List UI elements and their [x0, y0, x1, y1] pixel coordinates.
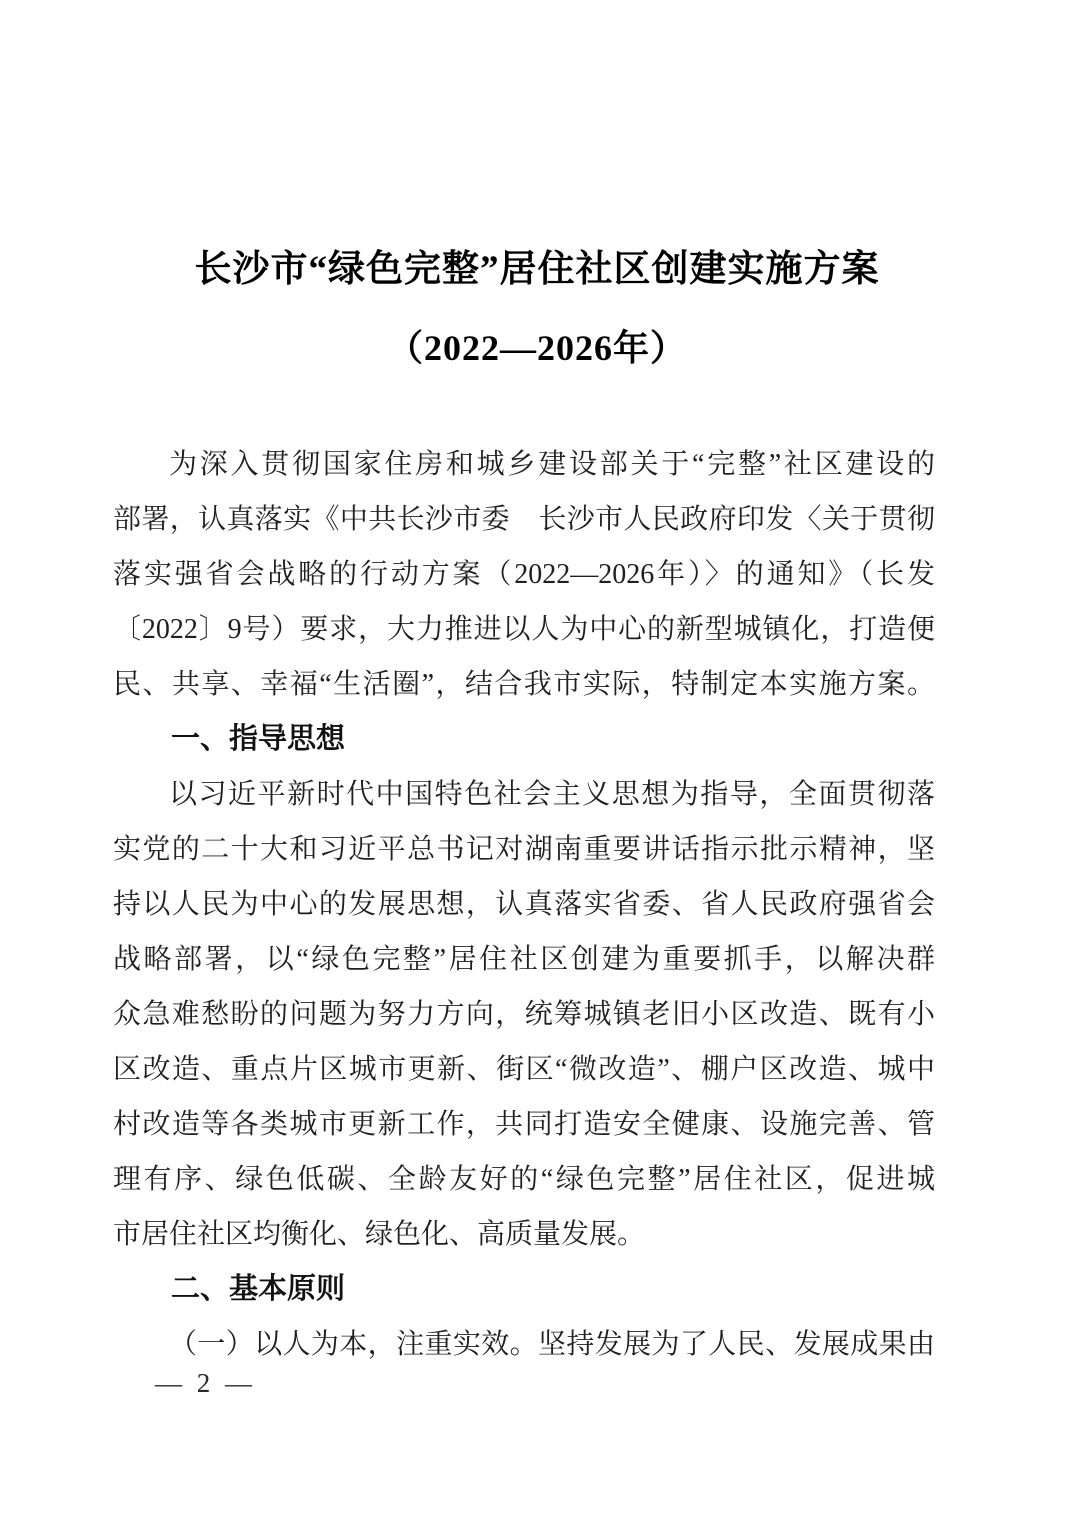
- paragraph-line: 区改造、重点片区城市更新、街区“微改造”、棚户区改造、城中: [113, 1054, 935, 1085]
- paragraph-line: 实党的二十大和习近平总书记对湖南重要讲话指示批示精神，坚: [113, 834, 935, 865]
- paragraph-line: 持以人民为中心的发展思想，认真落实省委、省人民政府强省会: [113, 889, 935, 920]
- paragraph-line: 村改造等各类城市更新工作，共同打造安全健康、设施完善、管: [113, 1109, 935, 1140]
- item-rest: 坚持发展为了人民、发展成果由: [538, 1329, 935, 1360]
- item-line: [113, 1317, 935, 1372]
- item-lead: （一）以人为本，注重实效。: [169, 1329, 538, 1360]
- section-heading: 二、基本原则: [171, 1273, 346, 1305]
- paragraph-line: 众急难愁盼的问题为努力方向，统筹城镇老旧小区改造、既有小: [113, 999, 935, 1030]
- paragraph-line: 市居住社区均衡化、绿色化、高质量发展。: [113, 1219, 646, 1250]
- document-title: 长沙市“绿色完整”居住社区创建实施方案: [194, 249, 880, 290]
- paragraph-line: 民、共享、幸福“生活圈”，结合我市实际，特制定本实施方案。: [113, 669, 935, 700]
- document-subtitle: （2022—2026年）: [386, 328, 687, 368]
- document-body: [113, 437, 935, 1372]
- paragraph-line: 〔2022〕9号）要求，大力推进以人为中心的新型城镇化，打造便: [113, 614, 935, 645]
- paragraph-line: 为深入贯彻国家住房和城乡建设部关于“完整”社区建设的: [169, 449, 935, 480]
- paragraph-line: 部署，认真落实《中共长沙市委 长沙市人民政府印发〈关于贯彻: [113, 504, 935, 535]
- paragraph-line: 落实强省会战略的行动方案（2022—2026年）〉的通知》（长发: [113, 559, 935, 590]
- paragraph-line: 以习近平新时代中国特色社会主义思想为指导，全面贯彻落: [169, 779, 935, 810]
- section-heading: 一、指导思想: [171, 723, 346, 755]
- paragraph-line: 理有序、绿色低碳、全龄友好的“绿色完整”居住社区，促进城: [113, 1164, 935, 1195]
- page-number: — 2 —: [155, 1368, 256, 1398]
- paragraph-line: 战略部署，以“绿色完整”居住社区创建为重要抓手，以解决群: [113, 944, 935, 975]
